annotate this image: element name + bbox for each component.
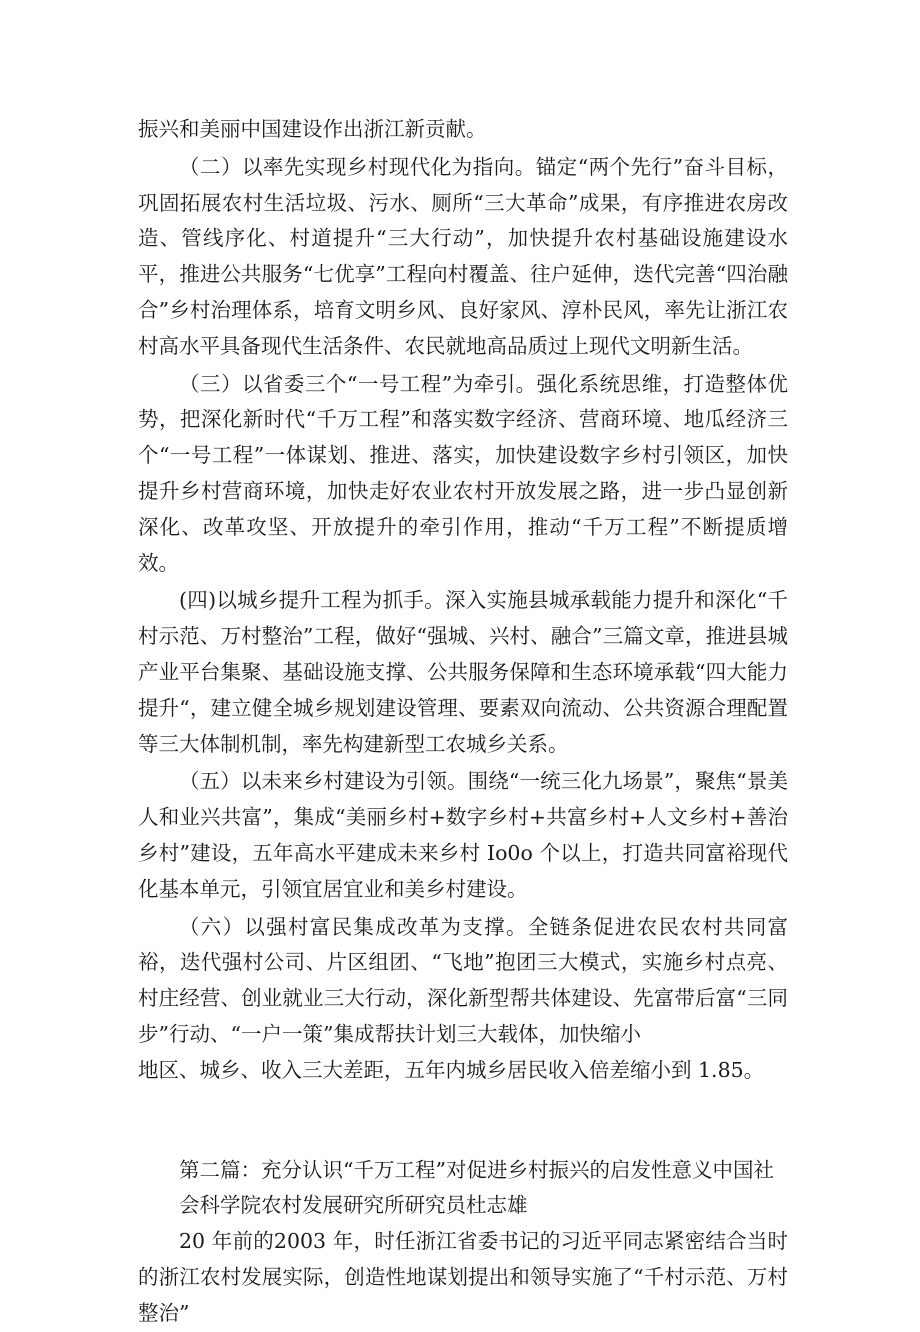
article-2-heading: 第二篇：充分认识“千万工程”对促进乡村振兴的启发性意义中国社	[179, 1157, 774, 1182]
article-2-first-paragraph: 20 年前的2003 年，时任浙江省委书记的习近平同志紧密结合当时的浙江农村发展实际，创造性地谋划提出和领导实施了“千村示范、万村整治”	[138, 1229, 788, 1325]
paragraph-continuation: 振兴和美丽中国建设作出浙江新贡献。	[138, 117, 487, 141]
paragraph-section-6-tail: 地区、城乡、收入三大差距，五年内城乡居民收入倍差缩小到 1.85。	[138, 1057, 765, 1082]
paragraph-section-5: （五）以未来乡村建设为引领。围绕“一统三化九场景”，聚焦“景美人和业兴共富”，集成“美丽乡村+数字乡村+共富乡村+人文乡村+善治乡村”建设，五年高水平建成未来乡村 Io0o 个以上，打造共同富裕现代化基本单元，引领宜居宜业和美乡村建设。	[138, 769, 788, 901]
article-2-author: 会科学院农村发展研究所研究员杜志雄	[179, 1193, 528, 1218]
paragraph-section-6: （六）以强村富民集成改革为支撑。全链条促进农民农村共同富裕，迭代强村公司、片区组团、“飞地”抱团三大模式，实施乡村点亮、村庄经营、创业就业三大行动，深化新型帮共体建设、先富带后富“三同步”行动、“一户一策”集成帮扶计划三大载体，加快缩小	[138, 914, 788, 1046]
paragraph-section-2: （二）以率先实现乡村现代化为指向。锚定“两个先行”奋斗目标，巩固拓展农村生活垃圾、污水、厕所“三大革命”成果，有序推进农房改造、管线序化、村道提升“三大行动”，加快提升农村基础设施建设水平，推进公共服务“七优享”工程向村覆盖、往户延伸，迭代完善“四治融合”乡村治理体系，培育文明乡风、良好家风、淳朴民风，率先让浙江农村高水平具备现代生活条件、农民就地高品质过上现代文明新生活。	[138, 154, 788, 358]
document-body	[138, 112, 788, 1332]
paragraph-section-4: (四)以城乡提升工程为抓手。深入实施县城承载能力提升和深化“千村示范、万村整治”工程，做好“强城、兴村、融合”三篇文章，推进县城产业平台集聚、基础设施支撑、公共服务保障和生态环境承载“四大能力提升“，建立健全城乡规划建设管理、要素双向流动、公共资源合理配置等三大体制机制，率先构建新型工农城乡关系。	[138, 588, 788, 756]
paragraph-section-3: （三）以省委三个“一号工程”为牵引。强化系统思维，打造整体优势，把深化新时代“千万工程”和落实数字经济、营商环境、地瓜经济三个“一号工程”一体谋划、推进、落实，加快建设数字乡村引领区，加快提升乡村营商环境，加快走好农业农村开放发展之路，进一步凸显创新深化、改革攻坚、开放提升的牵引作用，推动“千万工程”不断提质增效。	[138, 371, 788, 575]
